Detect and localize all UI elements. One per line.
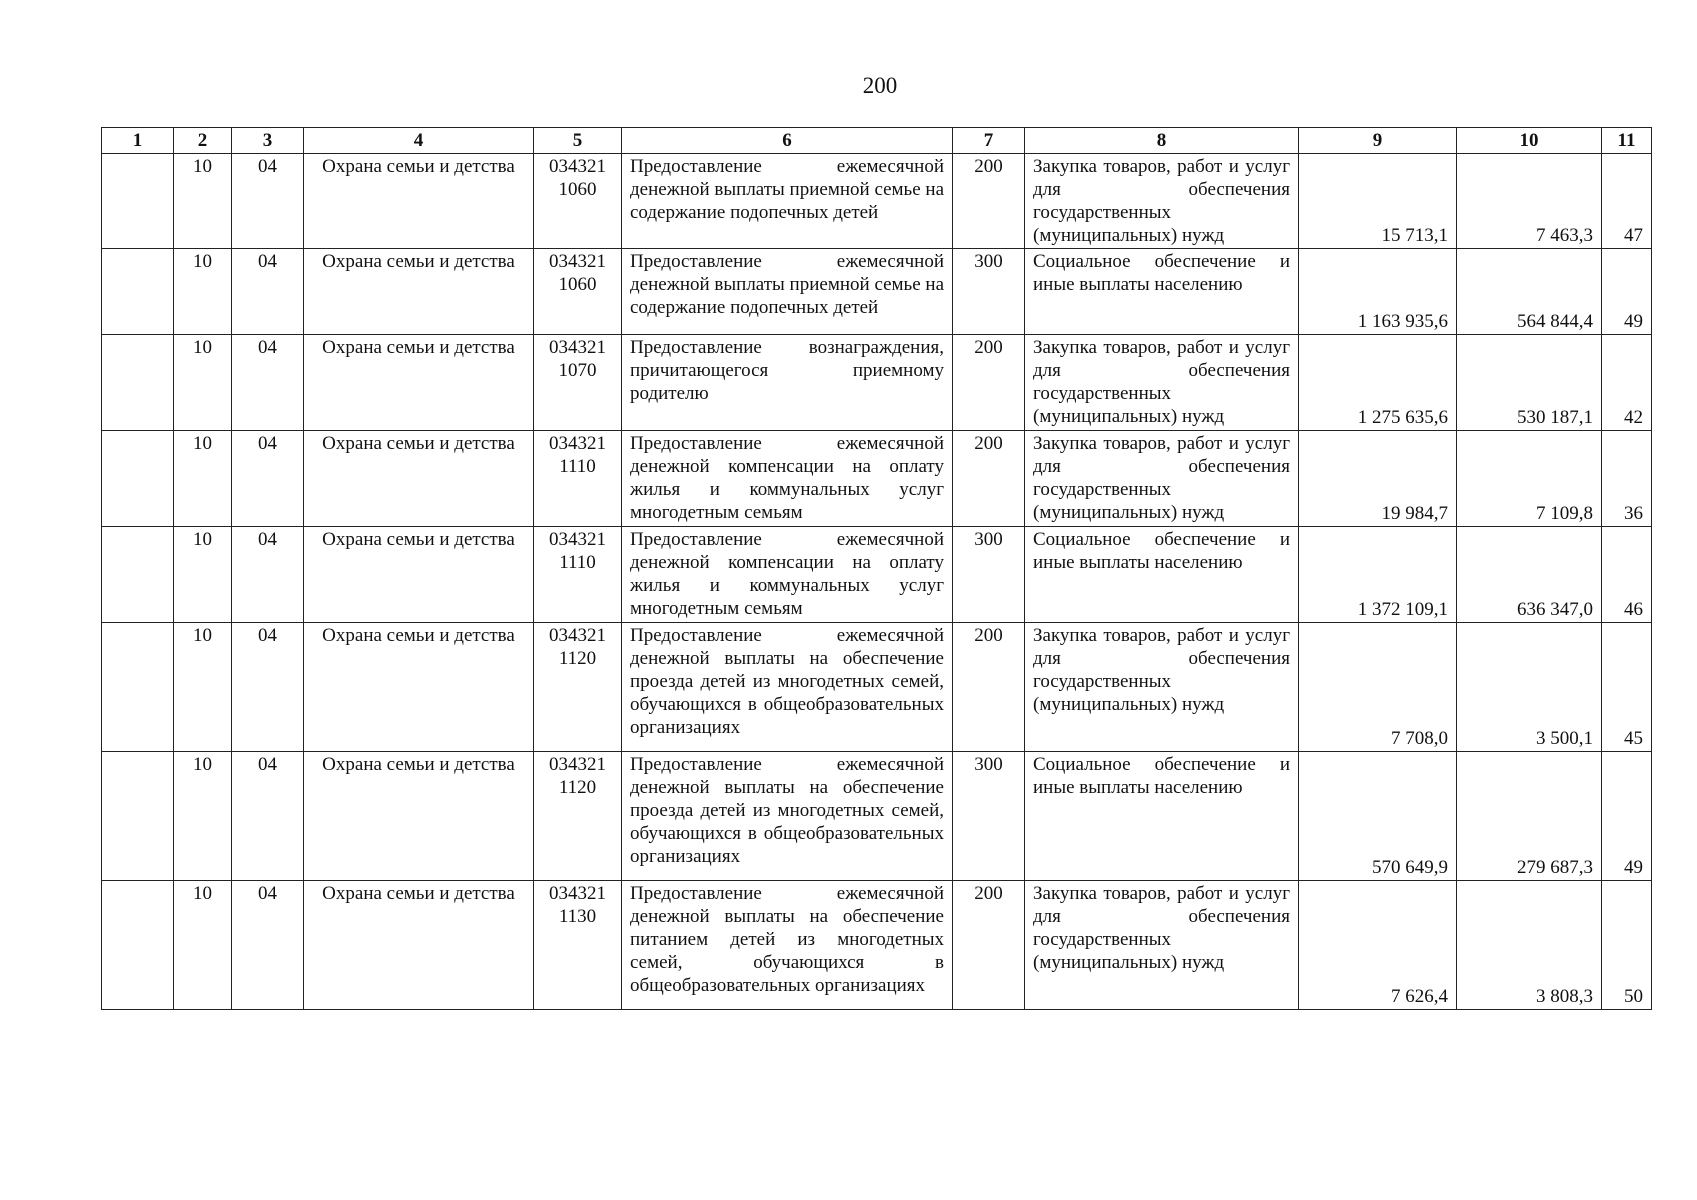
cell-col-2: 10	[174, 249, 232, 335]
cell-col-7: 200	[953, 881, 1025, 1010]
cell-col-7: 300	[953, 527, 1025, 623]
cell-col-4: Охрана семьи и детства	[304, 881, 534, 1010]
target-article-part2: 1110	[559, 456, 596, 477]
target-article-part2: 1120	[558, 648, 597, 669]
column-header-6: 6	[622, 128, 953, 154]
target-article-part2: 1060	[558, 179, 597, 200]
table-row	[102, 527, 1652, 623]
cell-target-article	[534, 881, 622, 1010]
cell-col-10: 7 463,3	[1457, 154, 1602, 249]
cell-target-article	[534, 431, 622, 527]
cell-col-6: Предоставление ежемесячной денежной выплаты приемной семье на содержание подопечных детей	[622, 154, 953, 249]
cell-col-6: Предоставление ежемесячной денежной выплаты на обеспечение питанием детей из многодетных семей, обучающихся в общеобразовательных организациях	[622, 881, 953, 1010]
table-row	[102, 335, 1652, 431]
cell-col-1	[102, 527, 174, 623]
cell-col-3: 04	[232, 527, 304, 623]
cell-col-2: 10	[174, 527, 232, 623]
cell-col-11: 46	[1602, 527, 1652, 623]
cell-col-3: 04	[232, 431, 304, 527]
target-article-part2: 1120	[558, 777, 597, 798]
cell-col-1	[102, 431, 174, 527]
cell-col-4: Охрана семьи и детства	[304, 431, 534, 527]
cell-col-3: 04	[232, 249, 304, 335]
target-article-part2: 1110	[559, 552, 596, 573]
cell-target-article	[534, 623, 622, 752]
cell-col-10: 279 687,3	[1457, 752, 1602, 881]
cell-col-8: Закупка товаров, работ и услуг для обеспечения государственных (муниципальных) нужд	[1025, 154, 1299, 249]
cell-target-article	[534, 752, 622, 881]
cell-col-9: 1 163 935,6	[1299, 249, 1457, 335]
table-row	[102, 249, 1652, 335]
cell-col-7: 200	[953, 623, 1025, 752]
column-header-5: 5	[534, 128, 622, 154]
cell-col-2: 10	[174, 752, 232, 881]
cell-col-6: Предоставление ежемесячной денежной выплаты на обеспечение проезда детей из многодетных семей, обучающихся в общеобразовательных организациях	[622, 752, 953, 881]
column-header-11: 11	[1602, 128, 1652, 154]
cell-col-8: Социальное обеспечение и иные выплаты населению	[1025, 249, 1299, 335]
page-number: 200	[862, 73, 898, 98]
table-body	[102, 154, 1652, 1010]
cell-col-7: 200	[953, 154, 1025, 249]
cell-col-11: 36	[1602, 431, 1652, 527]
cell-col-11: 47	[1602, 154, 1652, 249]
cell-col-9: 570 649,9	[1299, 752, 1457, 881]
cell-col-11: 49	[1602, 249, 1652, 335]
cell-col-11: 42	[1602, 335, 1652, 431]
cell-col-1	[102, 881, 174, 1010]
cell-col-10: 7 109,8	[1457, 431, 1602, 527]
target-article-part2: 1130	[558, 906, 597, 927]
cell-col-8: Закупка товаров, работ и услуг для обеспечения государственных (муниципальных) нужд	[1025, 431, 1299, 527]
target-article-part2: 1060	[558, 274, 597, 295]
cell-col-8: Социальное обеспечение и иные выплаты населению	[1025, 752, 1299, 881]
cell-col-7: 300	[953, 249, 1025, 335]
cell-target-article	[534, 249, 622, 335]
column-header-2: 2	[174, 128, 232, 154]
cell-col-4: Охрана семьи и детства	[304, 752, 534, 881]
cell-col-1	[102, 154, 174, 249]
cell-col-1	[102, 249, 174, 335]
cell-col-2: 10	[174, 623, 232, 752]
cell-col-11: 49	[1602, 752, 1652, 881]
cell-col-10: 530 187,1	[1457, 335, 1602, 431]
cell-col-9: 19 984,7	[1299, 431, 1457, 527]
cell-col-2: 10	[174, 431, 232, 527]
cell-col-1	[102, 335, 174, 431]
column-header-9: 9	[1299, 128, 1457, 154]
cell-col-3: 04	[232, 881, 304, 1010]
cell-col-4: Охрана семьи и детства	[304, 623, 534, 752]
cell-col-1	[102, 623, 174, 752]
cell-col-9: 15 713,1	[1299, 154, 1457, 249]
table-row	[102, 752, 1652, 881]
cell-col-4: Охрана семьи и детства	[304, 335, 534, 431]
cell-col-7: 300	[953, 752, 1025, 881]
cell-target-article	[534, 154, 622, 249]
cell-col-10: 3 808,3	[1457, 881, 1602, 1010]
target-article-part2: 1070	[558, 360, 597, 381]
budget-table	[101, 127, 1652, 1010]
table-header-row	[102, 128, 1652, 154]
cell-col-10: 564 844,4	[1457, 249, 1602, 335]
cell-col-9: 1 372 109,1	[1299, 527, 1457, 623]
cell-col-9: 7 626,4	[1299, 881, 1457, 1010]
cell-col-6: Предоставление ежемесячной денежной выплаты на обеспечение проезда детей из многодетных семей, обучающихся в общеобразовательных организациях	[622, 623, 953, 752]
cell-col-3: 04	[232, 335, 304, 431]
table-row	[102, 881, 1652, 1010]
cell-col-11: 50	[1602, 881, 1652, 1010]
cell-col-3: 04	[232, 154, 304, 249]
table-row	[102, 623, 1652, 752]
target-article-part1: 034321	[549, 251, 606, 272]
cell-col-10: 636 347,0	[1457, 527, 1602, 623]
cell-col-9: 7 708,0	[1299, 623, 1457, 752]
target-article-part1: 034321	[549, 433, 606, 454]
column-header-8: 8	[1025, 128, 1299, 154]
cell-col-6: Предоставление ежемесячной денежной компенсации на оплату жилья и коммунальных услуг многодетным семьям	[622, 431, 953, 527]
cell-col-11: 45	[1602, 623, 1652, 752]
target-article-part1: 034321	[549, 337, 606, 358]
cell-col-8: Закупка товаров, работ и услуг для обеспечения государственных (муниципальных) нужд	[1025, 623, 1299, 752]
cell-col-8: Закупка товаров, работ и услуг для обеспечения государственных (муниципальных) нужд	[1025, 881, 1299, 1010]
cell-target-article	[534, 527, 622, 623]
cell-col-8: Закупка товаров, работ и услуг для обеспечения государственных (муниципальных) нужд	[1025, 335, 1299, 431]
cell-target-article	[534, 335, 622, 431]
cell-col-6: Предоставление ежемесячной денежной выплаты приемной семье на содержание подопечных детей	[622, 249, 953, 335]
cell-col-7: 200	[953, 431, 1025, 527]
target-article-part1: 034321	[549, 625, 606, 646]
cell-col-2: 10	[174, 881, 232, 1010]
column-header-4: 4	[304, 128, 534, 154]
cell-col-2: 10	[174, 335, 232, 431]
cell-col-6: Предоставление вознаграждения, причитающегося приемному родителю	[622, 335, 953, 431]
target-article-part1: 034321	[549, 883, 606, 904]
cell-col-4: Охрана семьи и детства	[304, 249, 534, 335]
cell-col-4: Охрана семьи и детства	[304, 154, 534, 249]
cell-col-2: 10	[174, 154, 232, 249]
target-article-part1: 034321	[549, 156, 606, 177]
cell-col-1	[102, 752, 174, 881]
target-article-part1: 034321	[549, 754, 606, 775]
table-row	[102, 431, 1652, 527]
cell-col-3: 04	[232, 623, 304, 752]
cell-col-9: 1 275 635,6	[1299, 335, 1457, 431]
cell-col-3: 04	[232, 752, 304, 881]
column-header-3: 3	[232, 128, 304, 154]
cell-col-6: Предоставление ежемесячной денежной компенсации на оплату жилья и коммунальных услуг многодетным семьям	[622, 527, 953, 623]
cell-col-10: 3 500,1	[1457, 623, 1602, 752]
column-header-7: 7	[953, 128, 1025, 154]
cell-col-8: Социальное обеспечение и иные выплаты населению	[1025, 527, 1299, 623]
table-row	[102, 154, 1652, 249]
target-article-part1: 034321	[549, 529, 606, 550]
cell-col-7: 200	[953, 335, 1025, 431]
cell-col-4: Охрана семьи и детства	[304, 527, 534, 623]
column-header-10: 10	[1457, 128, 1602, 154]
column-header-1: 1	[102, 128, 174, 154]
